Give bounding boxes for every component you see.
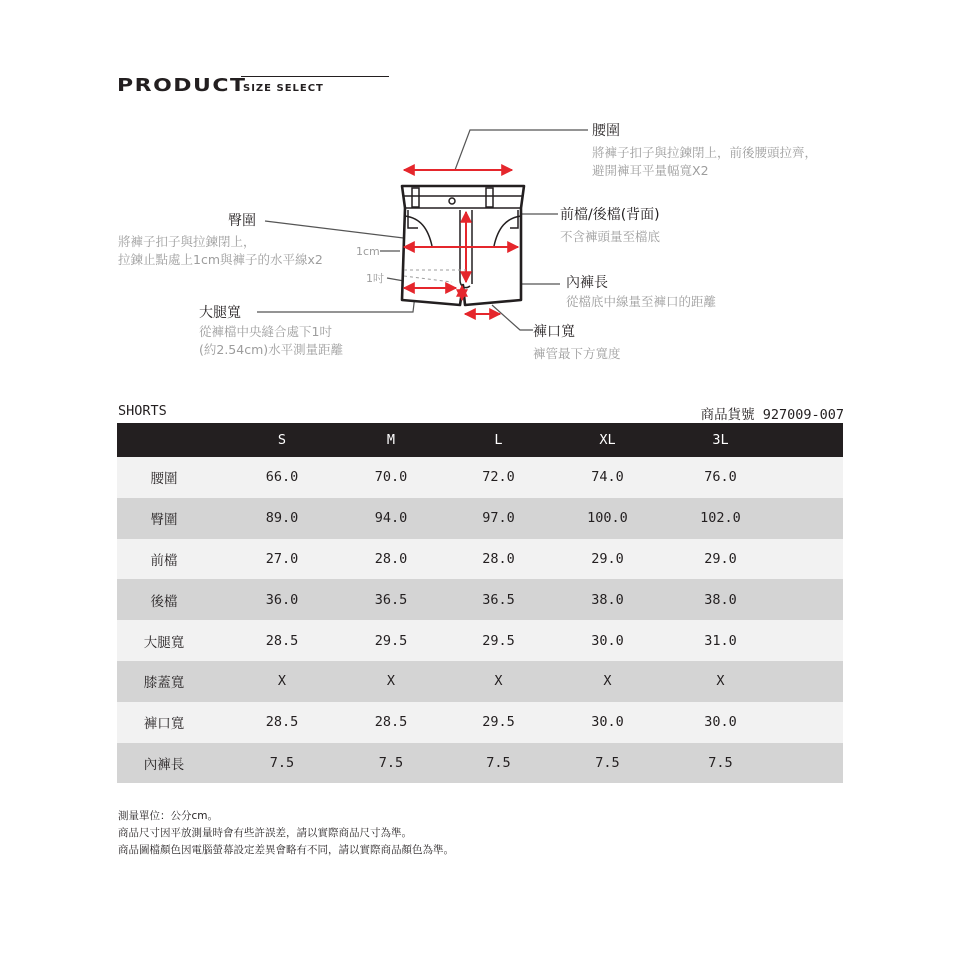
table-cell: 30.0 xyxy=(552,620,663,661)
table-cell: 30.0 xyxy=(663,702,778,743)
table-cell: 29.0 xyxy=(663,539,778,580)
row-label: 腰圍 xyxy=(117,457,227,498)
table-cell: X xyxy=(552,661,663,702)
table-cell: 28.0 xyxy=(337,539,445,580)
row-filler xyxy=(778,661,843,702)
table-row xyxy=(117,539,843,580)
table-cell: 38.0 xyxy=(552,579,663,620)
table-row xyxy=(117,702,843,743)
table-cell: 102.0 xyxy=(663,498,778,539)
table-cell: 7.5 xyxy=(227,743,337,784)
table-cell: 74.0 xyxy=(552,457,663,498)
table-title: SHORTS xyxy=(118,403,167,419)
row-label: 褲口寬 xyxy=(117,702,227,743)
table-row xyxy=(117,498,843,539)
shorts-illustration xyxy=(0,0,960,400)
table-cell: 28.5 xyxy=(337,702,445,743)
table-cell: X xyxy=(227,661,337,702)
row-label: 前檔 xyxy=(117,539,227,580)
page-title: PRODUCT xyxy=(117,75,247,96)
table-cell: 89.0 xyxy=(227,498,337,539)
mark-1inch: 1吋 xyxy=(366,272,384,285)
size-table xyxy=(117,423,843,783)
item-number: 商品貨號 927009-007 xyxy=(700,407,844,423)
inseam-desc: 從檔底中線量至褲口的距離 xyxy=(566,294,717,309)
size-header: L xyxy=(445,423,552,457)
table-cell: 7.5 xyxy=(337,743,445,784)
note-line: 測量單位：公分cm。 xyxy=(118,810,219,822)
table-cell: 27.0 xyxy=(227,539,337,580)
row-filler xyxy=(778,743,843,784)
table-cell: X xyxy=(337,661,445,702)
row-label: 膝蓋寬 xyxy=(117,661,227,702)
inseam-title: 內褲長 xyxy=(566,275,608,291)
hip-title: 臀圍 xyxy=(228,213,256,229)
table-cell: 28.5 xyxy=(227,702,337,743)
rise-title: 前檔/後檔(背面) xyxy=(560,207,660,223)
table-cell: 7.5 xyxy=(552,743,663,784)
thigh-desc-line2: (約2.54cm)水平測量距離 xyxy=(199,342,344,357)
table-cell: 94.0 xyxy=(337,498,445,539)
table-cell: 7.5 xyxy=(663,743,778,784)
size-header: XL xyxy=(552,423,663,457)
table-cell: 28.5 xyxy=(227,620,337,661)
header-corner xyxy=(117,423,227,457)
table-cell: 36.5 xyxy=(445,579,552,620)
table-cell: 76.0 xyxy=(663,457,778,498)
row-filler xyxy=(778,702,843,743)
table-cell: 70.0 xyxy=(337,457,445,498)
row-filler xyxy=(778,539,843,580)
mark-1cm: 1cm xyxy=(356,245,380,258)
rise-desc: 不含褲頭量至檔底 xyxy=(560,229,661,244)
table-cell: 30.0 xyxy=(552,702,663,743)
table-cell: 29.5 xyxy=(445,620,552,661)
hem-title: 褲口寬 xyxy=(533,324,575,340)
row-filler xyxy=(778,620,843,661)
table-cell: 29.0 xyxy=(552,539,663,580)
row-label: 臀圍 xyxy=(117,498,227,539)
hem-desc: 褲管最下方寬度 xyxy=(533,346,621,361)
table-cell: 29.5 xyxy=(337,620,445,661)
table-cell: 7.5 xyxy=(445,743,552,784)
table-cell: 72.0 xyxy=(445,457,552,498)
size-header: M xyxy=(337,423,445,457)
thigh-title: 大腿寬 xyxy=(199,305,241,321)
table-cell: X xyxy=(663,661,778,702)
hip-desc-line2: 拉鍊止點處上1cm與褲子的水平線x2 xyxy=(118,252,323,267)
table-cell: 66.0 xyxy=(227,457,337,498)
size-header-row xyxy=(117,423,843,457)
table-row xyxy=(117,661,843,702)
note-line: 商品尺寸因平放測量時會有些許誤差，請以實際商品尺寸為準。 xyxy=(118,827,412,839)
row-label: 大腿寬 xyxy=(117,620,227,661)
table-cell: 38.0 xyxy=(663,579,778,620)
row-filler xyxy=(778,579,843,620)
table-cell: 100.0 xyxy=(552,498,663,539)
row-filler xyxy=(778,498,843,539)
waist-desc-line2: 避開褲耳平量幅寬X2 xyxy=(592,163,709,178)
row-label: 內褲長 xyxy=(117,743,227,784)
row-label: 後檔 xyxy=(117,579,227,620)
table-cell: 36.0 xyxy=(227,579,337,620)
measurement-diagram xyxy=(0,0,960,400)
table-row xyxy=(117,743,843,784)
size-header: 3L xyxy=(663,423,778,457)
table-cell: 29.5 xyxy=(445,702,552,743)
size-header: S xyxy=(227,423,337,457)
page-subtitle: SIZE SELECT xyxy=(243,83,324,94)
table-cell: 36.5 xyxy=(337,579,445,620)
note-line: 商品圖檔顏色因電腦螢幕設定差異會略有不同，請以實際商品顏色為準。 xyxy=(118,844,454,856)
waist-title: 腰圍 xyxy=(592,123,620,139)
notes xyxy=(118,808,454,859)
header-filler xyxy=(778,423,843,457)
table-cell: 31.0 xyxy=(663,620,778,661)
table-cell: 97.0 xyxy=(445,498,552,539)
row-filler xyxy=(778,457,843,498)
table-row xyxy=(117,579,843,620)
table-row xyxy=(117,620,843,661)
table-cell: X xyxy=(445,661,552,702)
table-cell: 28.0 xyxy=(445,539,552,580)
thigh-desc-line1: 從褲檔中央縫合處下1吋 xyxy=(199,324,332,339)
hip-desc-line1: 將褲子扣子與拉鍊閉上， xyxy=(118,234,256,249)
waist-desc-line1: 將褲子扣子與拉鍊閉上，前後腰頭拉齊， xyxy=(592,145,818,160)
table-row xyxy=(117,457,843,498)
